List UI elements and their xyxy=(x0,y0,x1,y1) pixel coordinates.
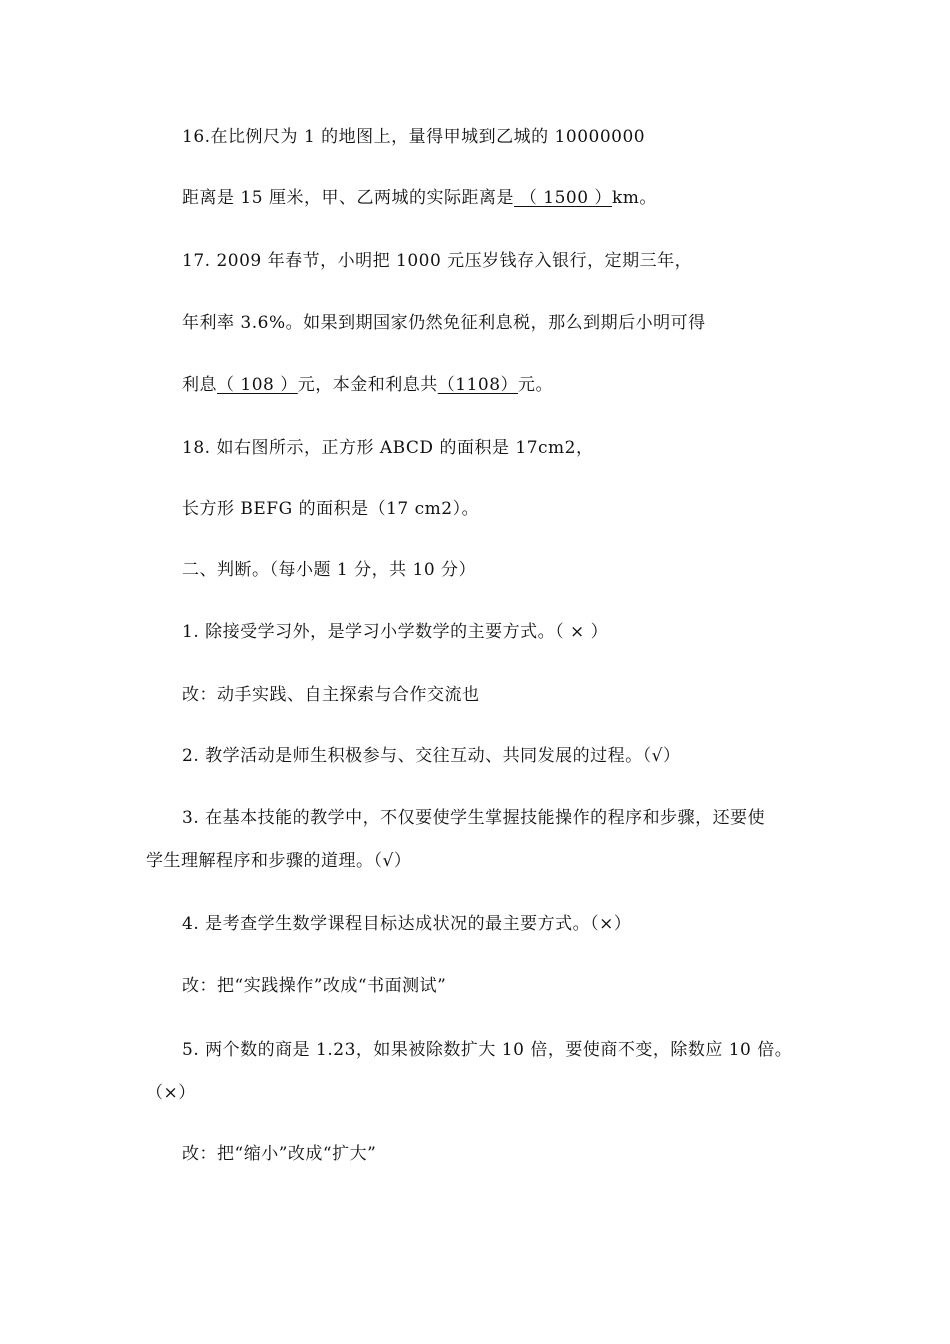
q16-text: 距离是 15 厘米，甲、乙两城的实际距离是 xyxy=(182,188,514,208)
q18-line-1: 18. 如右图所示，正方形 ABCD 的面积是 17cm2， xyxy=(182,438,594,458)
judgement-5-line-2: （×） xyxy=(146,1083,196,1103)
q17-answer-total: （1108） xyxy=(437,375,519,395)
q16-answer: （ 1500 ） xyxy=(513,188,612,208)
q17-text-b: 元，本金和利息共 xyxy=(297,375,438,395)
judgement-5-line-1: 5. 两个数的商是 1.23，如果被除数扩大 10 倍，要使商不变，除数应 10 倍。 xyxy=(182,1040,793,1060)
q18-line-2: 长方形 BEFG 的面积是（17 cm2）。 xyxy=(182,499,480,519)
section-2-heading: 二、判断。（每小题 1 分，共 10 分） xyxy=(182,560,477,580)
q17-line-1: 17. 2009 年春节，小明把 1000 元压岁钱存入银行，定期三年， xyxy=(182,251,693,271)
q16-line-1: 16.在比例尺为 1 的地图上，量得甲城到乙城的 10000000 xyxy=(182,127,646,147)
judgement-3-line-2: 学生理解程序和步骤的道理。（√） xyxy=(146,851,412,871)
judgement-5-correction: 改：把“缩小”改成“扩大” xyxy=(182,1144,377,1164)
q17-text-a: 利息 xyxy=(182,375,217,395)
judgement-4: 4. 是考查学生数学课程目标达成状况的最主要方式。（×） xyxy=(182,914,632,934)
q17-text-c: 元。 xyxy=(518,375,554,395)
q17-line-3 xyxy=(182,374,553,396)
judgement-4-correction: 改：把“实践操作”改成“书面测试” xyxy=(182,976,447,996)
q16-line-2 xyxy=(182,187,657,209)
q16-unit: km。 xyxy=(611,188,657,208)
q17-answer-interest: （ 108 ） xyxy=(217,375,298,395)
judgement-1-correction: 改：动手实践、自主探索与合作交流也 xyxy=(182,685,480,705)
q17-line-2: 年利率 3.6%。如果到期国家仍然免征利息税，那么到期后小明可得 xyxy=(182,313,706,333)
judgement-3-line-1: 3. 在基本技能的教学中，不仅要使学生掌握技能操作的程序和步骤，还要使 xyxy=(182,808,766,828)
judgement-1: 1. 除接受学习外，是学习小学数学的主要方式。（ × ） xyxy=(182,622,609,642)
judgement-2: 2. 教学活动是师生积极参与、交往互动、共同发展的过程。（√） xyxy=(182,746,681,766)
